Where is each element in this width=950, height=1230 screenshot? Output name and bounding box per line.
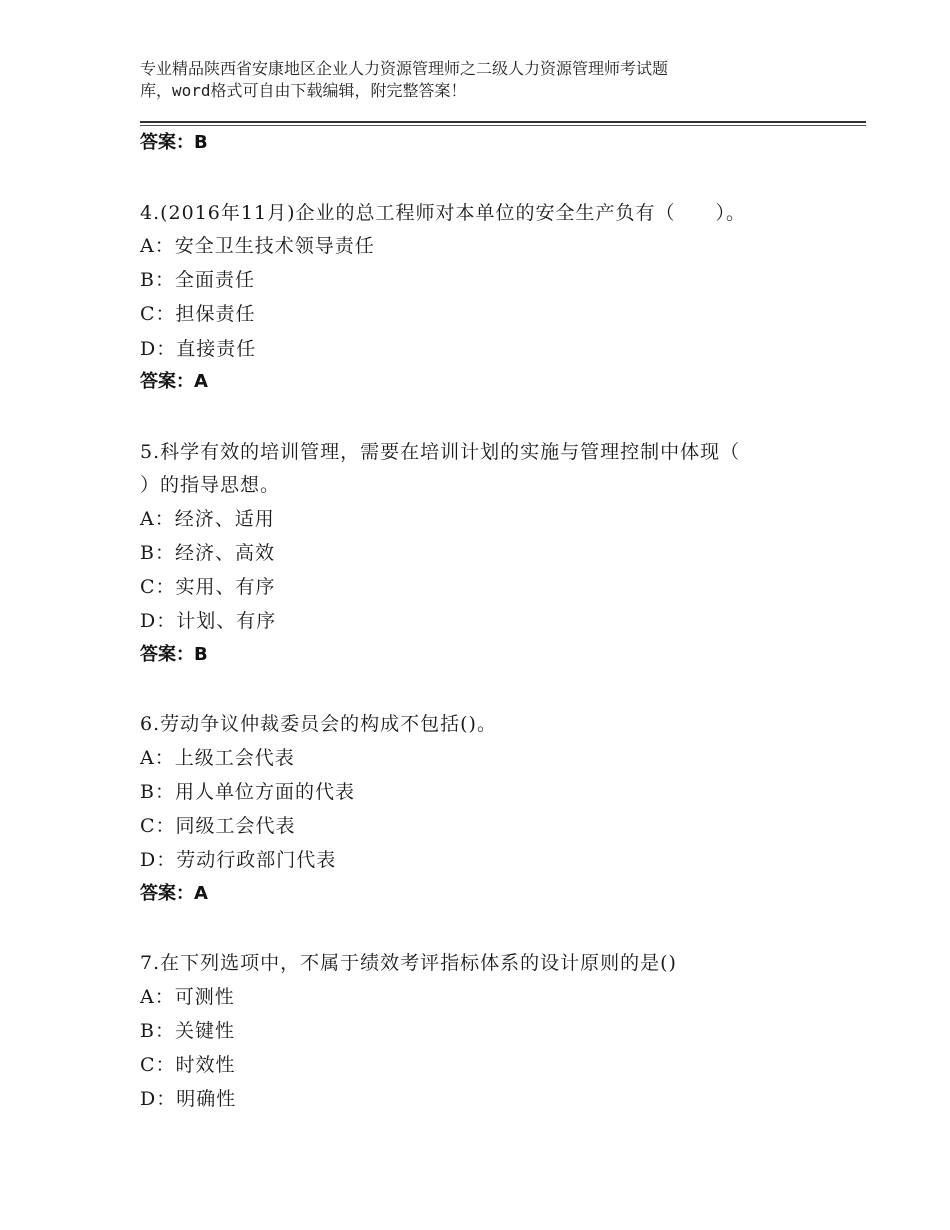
answer-label: 答案：B <box>140 132 208 153</box>
question-7-option-d: D：明确性 <box>140 1088 237 1110</box>
question-4-option-b: B：全面责任 <box>140 269 255 291</box>
question-7-option-a: A：可测性 <box>140 986 235 1008</box>
header-line-1: 专业精品陕西省安康地区企业人力资源管理师之二级人力资源管理师考试题 <box>140 59 669 78</box>
header-line-2: 库，word格式可自由下载编辑，附完整答案！ <box>140 81 467 100</box>
question-4-option-c: C：担保责任 <box>140 303 256 325</box>
question-5-option-d: D：计划、有序 <box>140 610 277 632</box>
question-6-option-c: C：同级工会代表 <box>140 815 296 837</box>
question-5-option-b: B：经济、高效 <box>140 542 275 564</box>
question-4-option-d: D：直接责任 <box>140 338 257 360</box>
question-5-option-a: A：经济、适用 <box>140 508 275 530</box>
question-6-answer: 答案：A <box>140 883 208 904</box>
header-rule-thin <box>140 125 866 126</box>
question-4-stem: 4.(2016年11月)企业的总工程师对本单位的安全生产负有（ ）。 <box>140 202 746 224</box>
page-header <box>140 58 840 102</box>
question-5-stem-line-2: ）的指导思想。 <box>140 474 281 496</box>
question-7-stem: 7.在下列选项中，不属于绩效考评指标体系的设计原则的是() <box>140 952 677 974</box>
question-6-option-d: D：劳动行政部门代表 <box>140 849 337 871</box>
question-7-option-b: B：关键性 <box>140 1020 235 1042</box>
question-6-stem: 6.劳动争议仲裁委员会的构成不包括()。 <box>140 713 497 735</box>
header-rule-thick <box>140 121 866 123</box>
question-4-answer: 答案：A <box>140 371 208 392</box>
question-5-answer: 答案：B <box>140 644 208 665</box>
question-7-option-c: C：时效性 <box>140 1054 236 1076</box>
question-4-option-a: A：安全卫生技术领导责任 <box>140 235 375 257</box>
question-6-option-a: A：上级工会代表 <box>140 747 295 769</box>
question-5-stem-line-1: 5.科学有效的培训管理，需要在培训计划的实施与管理控制中体现（ <box>140 441 741 463</box>
question-5-option-c: C：实用、有序 <box>140 576 276 598</box>
question-6-option-b: B：用人单位方面的代表 <box>140 781 355 803</box>
